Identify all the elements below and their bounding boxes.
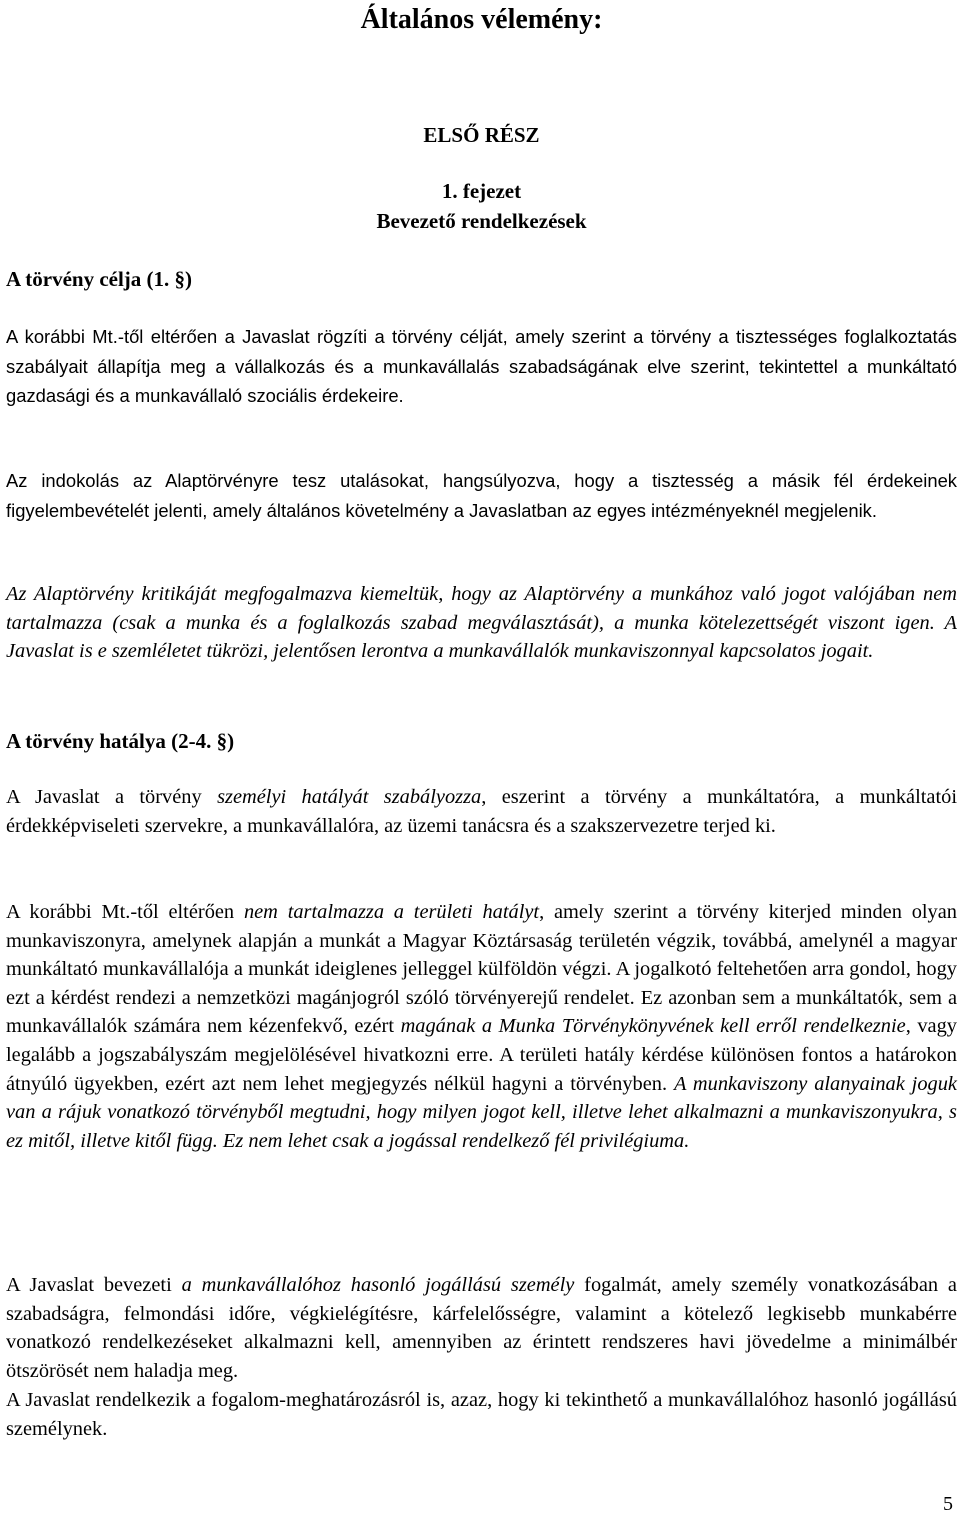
text-segment: A Javaslat a törvény (6, 786, 218, 808)
section-heading-purpose: A törvény célja (1. §) (6, 267, 193, 291)
section-heading-scope: A törvény hatálya (2-4. §) (6, 729, 235, 753)
text-segment: , amely szerint a törvény kiterjed minden olyan munkaviszonyra, amelynek alapján a munkát a Magyar Köztársaság területén végzik, továbbá, amelynél a magyar munkáltató munkavállalója a munkát ideiglenes jelleggel külföldön végzi. A jogalkotó feltehetően arra gondol, hogy ezt a kérdést rendezi a nemzetközi magánjogról szóló törvényerejű rendelet. Ez azonban sem a munkáltatók, sem a munkavállalók számára nem kézenfekvő, ezért (6, 901, 957, 1038)
text-segment: A korábbi Mt.-től eltérően (6, 901, 244, 923)
paragraph-purpose: A korábbi Mt.-től eltérően a Javaslat rögzíti a törvény célját, amely szerint a törvény a tisztességes foglalkoztatás szabályait állapítja meg a vállalkozás és a munkavállalás szabadságának elve szerint, tekintettel a munkáltató gazdasági és a munkavállaló szociális érdekeire. (6, 326, 957, 406)
paragraph-territorial-scope (6, 898, 957, 1155)
chapter-number: 1. fejezet (441, 179, 522, 203)
paragraph-personal-scope (6, 783, 957, 840)
paragraph-fundamental-law: Az indokolás az Alaptörvényre tesz utalásokat, hangsúlyozva, hogy a tisztesség a másik fél érdekeinek figyelembevételét jelenti, amely általános követelmény a Javaslatban az egyes intézményeknél megjelenik. (6, 470, 957, 521)
page-number: 5 (943, 1493, 953, 1515)
text-segment: fogalmát, amely személy vonatkozásában a szabadságra, felmondási időre, végkielégítésre, kárfelelősségre, valamint a kötelező legkisebb munkabérre vonatkozó rendelkezéseket alkalmazni kell, amennyiben az érintett rendszeres havi jövedelme a minimálbér ötszörösét nem haladja meg. (6, 1274, 957, 1382)
paragraph-similar-status (6, 1271, 957, 1385)
paragraph-critique: Az Alaptörvény kritikáját megfogalmazva kiemeltük, hogy az Alaptörvény a munkához való jogot valójában nem tartalmazza (csak a munka és a foglalkozás szabad megválasztását), a munka kötelezettségét viszont igen. A Javaslat is e szemléletet tükrözi, jelentősen lerontva a munkavállalók munkaviszonnyal kapcsolatos jogait. (6, 583, 957, 663)
text-segment: , vagy legalább a jogszabályszám megjelölésével hivatkozni erre. A területi hatály kérdése különösen fontos a határokon átnyúló ügyekben, ezért azt nem lehet megjegyzés nélkül hagyni a törvényben. (6, 1015, 957, 1095)
document-title: Általános vélemény: (360, 4, 603, 35)
paragraph-definition: A Javaslat rendelkezik a fogalom-meghatározásról is, azaz, hogy ki tekinthető a munkavállalóhoz hasonló jogállású személynek. (6, 1389, 957, 1440)
text-segment-italic: magának a Munka Törvénykönyvének kell erről rendelkeznie (400, 1015, 906, 1038)
chapter-heading (6, 176, 957, 236)
text-segment-italic: személyi hatályát szabályozza (217, 786, 482, 808)
chapter-name: Bevezető rendelkezések (376, 209, 587, 233)
text-segment: , eszerint a törvény a munkáltatóra, a munkáltatói érdekképviseleti szervekre, a munkavállalóra, az üzemi tanácsra és a szakszervezetre terjed ki. (6, 786, 958, 837)
text-segment: A Javaslat bevezeti (6, 1274, 182, 1296)
text-segment-italic: a munkavállalóhoz hasonló jogállású személy (181, 1274, 575, 1296)
text-segment-italic: A munkaviszony alanyainak joguk van a rájuk vonatkozó törvényből megtudni, hogy milyen jogot kell, illetve lehet alkalmazni a munkaviszonyukra, s ez mitől, illetve kitől függ. Ez nem lehet csak a jogással rendelkező fél privilégiuma. (6, 1072, 957, 1152)
part-heading: ELSŐ RÉSZ (423, 123, 540, 147)
text-segment-italic: nem tartalmazza a területi hatályt (243, 901, 540, 923)
